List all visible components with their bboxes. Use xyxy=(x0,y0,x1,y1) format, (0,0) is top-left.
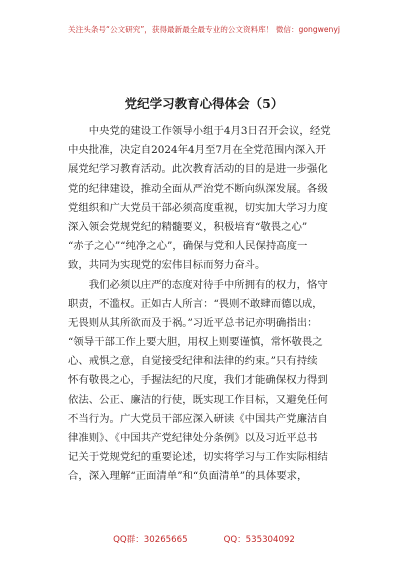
body-line: 记关于党规党纪的重要论述，切实将学习与工作实际相结 xyxy=(68,451,328,464)
body-line: 党组织和广大党员干部必须高度重视，切实加大学习力度 xyxy=(68,201,328,214)
footer-qq-group: QQ群：30265665 xyxy=(113,535,188,545)
body-line: 我们必须以庄严的态度对待手中所拥有的权力，恪守 xyxy=(68,278,328,291)
body-line: 无畏则从其所欲而及于祸。”习近平总书记亦明确指出： xyxy=(68,316,318,329)
body-line: 不当行为。广大党员干部应深入研读《中国共产党廉洁自 xyxy=(68,412,328,425)
body-line: “赤子之心”“纯净之心”，确保与党和人民保持高度一 xyxy=(68,240,308,253)
footer-qq-number: QQ：535304092 xyxy=(223,535,295,545)
body-line: 律准则》、《中国共产党纪律处分条例》以及习近平总书 xyxy=(68,432,318,444)
body-line: 职责，不滥权。正如古人所言：“畏则不敢肆而德以成， xyxy=(68,297,323,310)
body-line: 展党纪学习教育活动。此次教育活动的目的是进一步强化 xyxy=(68,163,328,176)
body-line: 合，深入理解“正面清单”和“负面清单”的具体要求， xyxy=(68,470,308,483)
document-body xyxy=(68,122,340,487)
document-title: 党纪学习教育心得体会（5） xyxy=(124,96,284,111)
body-line: 心、戒惧之意，自觉接受纪律和法律的约束。”只有持续 xyxy=(68,355,318,368)
body-line: “领导干部工作上要大胆，用权上则要谨慎，常怀敬畏之 xyxy=(68,336,323,349)
header-banner: 关注头条号“公文研究”，获得最新最全最专业的公文资料库！ 微信：gongwenyj xyxy=(68,25,340,34)
footer-contact xyxy=(0,533,408,545)
body-line: 致，共同为实现党的宏伟目标而努力奋斗。 xyxy=(68,259,266,272)
body-line: 中央党的建设工作领导小组于4月3日召开会议，经党 xyxy=(68,125,331,137)
body-line: 依法、公正、廉洁的行使，既实现工作目标，又避免任何 xyxy=(68,393,328,406)
body-line: 党的纪律建设，推动全面从严治党不断向纵深发展。各级 xyxy=(68,182,328,195)
body-line: 中央批准，决定自2024年4月至7月在全党范围内深入开 xyxy=(68,144,326,157)
body-line: 深入领会党规党纪的精髓要义，积极培育“敬畏之心” xyxy=(68,220,308,233)
body-line: 怀有敬畏之心，手握法纪的尺度，我们才能确保权力得到 xyxy=(68,374,328,387)
